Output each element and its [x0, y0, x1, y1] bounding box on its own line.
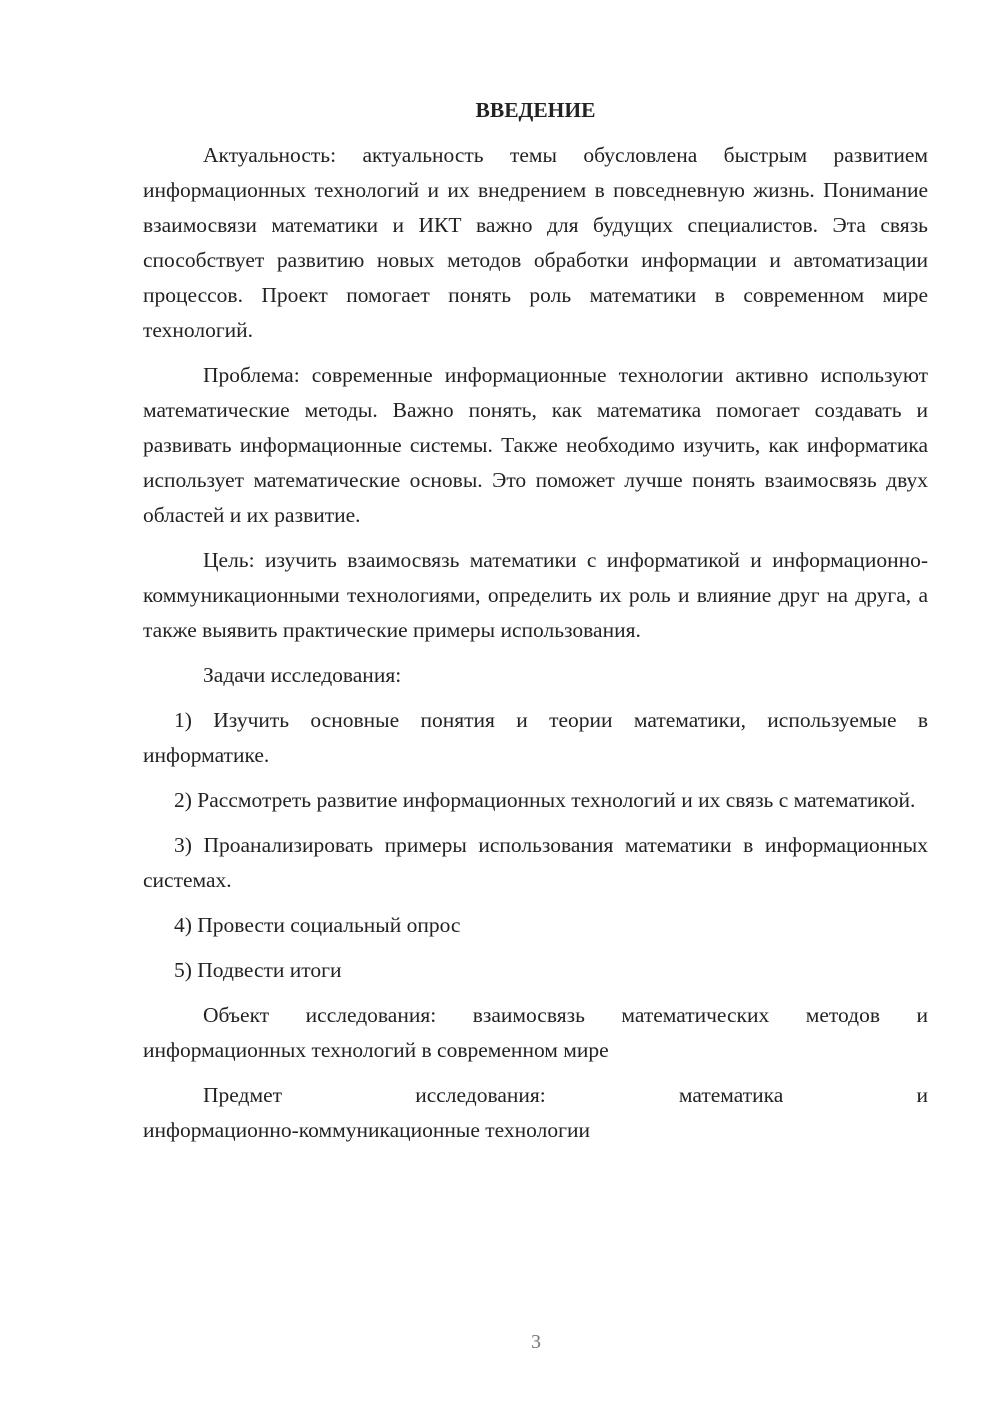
subject-line-1: Предмет исследования: математика и [203, 1083, 928, 1107]
goal-paragraph: Цель: изучить взаимосвязь математики с информатикой и информационно-коммуникационными технологиями, определить их роль и влияние друг на друга, а также выявить практические примеры использования. [143, 548, 928, 642]
subject-paragraph [143, 1078, 928, 1148]
task-item-5: 5) Подвести итоги [174, 958, 342, 982]
task-item-4: 4) Провести социальный опрос [174, 913, 461, 937]
subject-line-2: информационно-коммуникационные технологии [143, 1118, 590, 1142]
page-number: 3 [531, 1331, 541, 1353]
problem-paragraph: Проблема: современные информационные технологии активно используют математические методы. Важно понять, как математика помогает создавать и развивать информационные системы. Также необходимо изучить, как информатика использует математические основы. Это поможет лучше понять взаимосвязь двух областей и их развитие. [143, 363, 928, 527]
page-title: ВВЕДЕНИЕ [475, 98, 596, 122]
relevance-paragraph: Актуальность: актуальность темы обусловлена быстрым развитием информационных технологий и их внедрением в повседневную жизнь. Понимание взаимосвязи математики и ИКТ важно для будущих специалистов. Эта связь способствует развитию новых методов обработки информации и автоматизации процессов. Проект помогает понять роль математики в современном мире технологий. [143, 143, 928, 342]
task-item-2: 2) Рассмотреть развитие информационных технологий и их связь с математикой. [174, 788, 916, 812]
tasks-heading: Задачи исследования: [203, 663, 402, 687]
object-paragraph: Объект исследования: взаимосвязь математических методов и информационных технологий в современном мире [143, 1003, 928, 1062]
task-item-1: 1) Изучить основные понятия и теории математики, используемые в информатике. [143, 708, 928, 767]
task-item-3: 3) Проанализировать примеры использования математики в информационных системах. [143, 833, 928, 892]
document-page [143, 92, 928, 1148]
